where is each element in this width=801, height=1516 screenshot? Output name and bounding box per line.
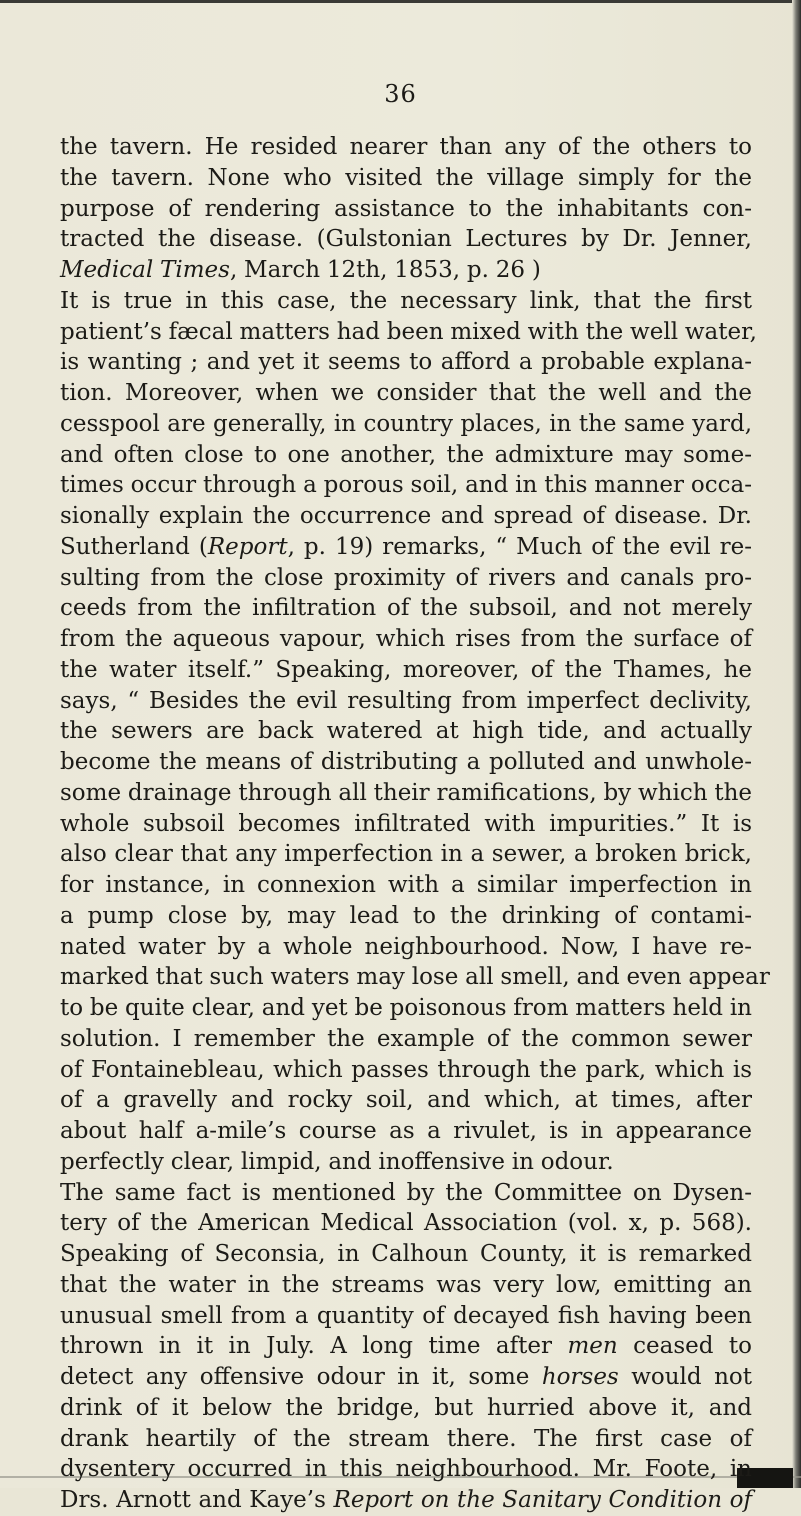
text-line: marked that such waters may lose all smell, and even appear — [60, 964, 770, 991]
italic-title: Report — [207, 533, 288, 560]
text-line: about half a-mile’s course as a rivulet, is in appearance — [60, 1118, 752, 1144]
text-line: times occur through a porous soil, and in this manner occa- — [60, 472, 752, 499]
text-line: tery of the American Medical Association (vol. x, p. 568). — [60, 1210, 752, 1237]
text-run: , March 12th, 1853, p. 26 ) — [229, 257, 541, 283]
scan-top-edge — [0, 0, 801, 3]
text-line: become the means of distributing a polluted and unwhole- — [60, 749, 752, 775]
text-line: says, “ Besides the evil resulting from imperfect declivity, — [60, 687, 752, 714]
text-line: perfectly clear, limpid, and inoffensive in odour. — [60, 1148, 614, 1175]
text-line — [60, 532, 752, 563]
text-line: is wanting ; and yet it seems to afford a probable explana- — [60, 349, 752, 376]
text-line: some drainage through all their ramifications, by which the — [60, 779, 753, 806]
text-line: tracted the disease. (Gulstonian Lectures by Dr. Jenner, — [60, 226, 752, 253]
text-line: that the water in the streams was very low, emitting an — [60, 1271, 752, 1298]
text-line — [60, 1362, 752, 1393]
text-line: for instance, in connexion with a similar imperfection in — [60, 872, 752, 898]
text-line: The same fact is mentioned by the Committee on Dysen- — [60, 1179, 752, 1206]
italic-title: Medical Times — [60, 257, 230, 283]
text-run: would not — [618, 1364, 752, 1390]
text-line: the tavern. None who visited the village simply for the — [60, 164, 752, 191]
text-line: ceeds from the infiltration of the subsoil, and not merely — [60, 595, 752, 622]
text-line: cesspool are generally, in country places, in the same yard, — [60, 410, 752, 437]
scan-right-edge — [792, 0, 801, 1488]
text-line: the sewers are back watered at high tide, and actually — [60, 718, 752, 745]
text-line: to be quite clear, and yet be poisonous from matters held in — [60, 995, 752, 1021]
text-line: patient’s fæcal matters had been mixed with the well water, — [60, 318, 757, 345]
text-line: the tavern. He resided nearer than any of the others to — [60, 134, 752, 160]
italic-title: Report on the Sanitary Condition of — [333, 1487, 753, 1513]
text-run: , p. 19) remarks, “ Much of the evil re- — [287, 533, 752, 560]
text-line: purpose of rendering assistance to the inhabitants con- — [60, 195, 752, 222]
text-line: It is true in this case, the necessary link, that the first — [60, 287, 752, 314]
text-line — [60, 1331, 752, 1362]
text-run: detect any offensive odour in it, some — [60, 1364, 542, 1390]
text-run: Drs. Arnott and Kaye’s — [60, 1487, 334, 1513]
text-line — [60, 255, 752, 286]
text-line: of Fontainebleau, which passes through the park, which is — [60, 1056, 752, 1083]
text-line: nated water by a whole neighbourhood. Now, I have re- — [60, 933, 752, 960]
body-text — [60, 132, 770, 1516]
text-line: unusual smell from a quantity of decayed fish having been — [60, 1302, 752, 1329]
italic-word: horses — [541, 1364, 619, 1390]
text-line: drank heartily of the stream there. The first case of — [60, 1425, 752, 1452]
text-line: and often close to one another, the admixture may some- — [60, 441, 752, 468]
text-line: drink of it below the bridge, but hurried above it, and — [60, 1394, 752, 1421]
text-line: dysentery occurred in this neighbourhood. Mr. Foote, in — [60, 1456, 752, 1483]
text-run: Sutherland ( — [60, 533, 208, 560]
text-line: also clear that any imperfection in a sewer, a broken brick, — [60, 841, 752, 868]
italic-word: men — [567, 1333, 618, 1360]
text-line: tion. Moreover, when we consider that the well and the — [60, 380, 752, 406]
text-line: Speaking of Seconsia, in Calhoun County, it is remarked — [60, 1241, 752, 1267]
text-line: the water itself.” Speaking, moreover, of the Thames, he — [60, 656, 752, 683]
text-run: ceased to — [617, 1333, 752, 1360]
text-line: sionally explain the occurrence and spread of disease. Dr. — [60, 503, 752, 529]
text-line: from the aqueous vapour, which rises from the surface of — [60, 626, 752, 652]
text-line — [60, 1485, 752, 1516]
text-line: sulting from the close proximity of rivers and canals pro- — [60, 564, 752, 591]
text-line: of a gravelly and rocky soil, and which, at times, after — [60, 1087, 752, 1114]
text-line: a pump close by, may lead to the drinking of contami- — [60, 902, 752, 929]
page-number: 36 — [384, 80, 417, 108]
text-line: solution. I remember the example of the common sewer — [60, 1025, 752, 1052]
text-line: whole subsoil becomes infiltrated with impurities.” It is — [60, 810, 752, 837]
text-run: thrown in it in July. A long time after — [60, 1333, 568, 1360]
